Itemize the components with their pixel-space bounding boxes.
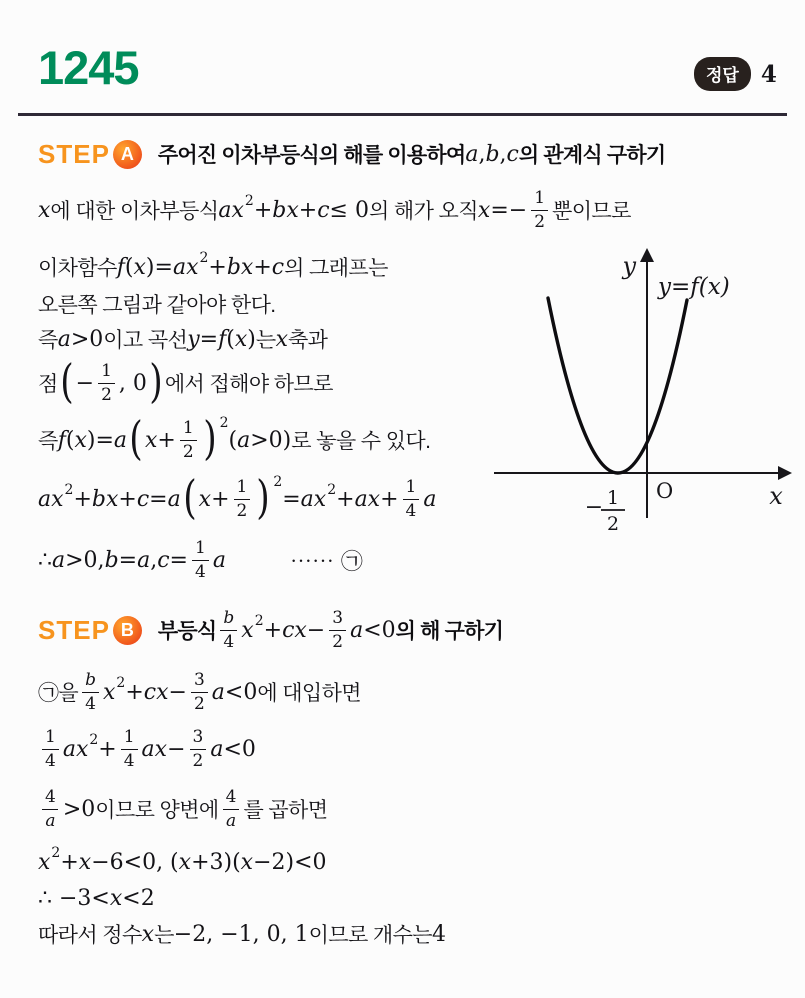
segment-m: cx: [282, 617, 307, 643]
segment-n: <2: [122, 885, 155, 911]
segment-bigp: (: [182, 470, 197, 524]
segment-n: =−: [490, 197, 528, 223]
segment-m: cx: [143, 679, 169, 705]
segment-ko: 뿐이므로: [552, 200, 631, 223]
segment-m: x: [141, 921, 155, 947]
segment-sup: 2: [89, 732, 99, 748]
segment-n: +: [98, 736, 117, 762]
segment-kb: 의 해 구하기: [395, 620, 504, 643]
segment-n: =: [199, 326, 219, 352]
segment-n: <0: [363, 617, 396, 643]
segment-n: +: [263, 617, 283, 643]
segment-bigp: (: [59, 354, 74, 408]
fraction: $\frac{1}{2}$: [98, 363, 115, 404]
segment-n: +: [253, 254, 272, 280]
fraction: $\frac{1}{2}$: [234, 479, 251, 520]
root-minus-sign: −: [584, 495, 604, 520]
step-a-word: STEP: [38, 138, 110, 169]
segment-m: bx: [272, 197, 299, 223]
step-b-title: [157, 607, 504, 652]
fraction: $\frac{1}{2}$: [180, 420, 197, 461]
fraction: $\frac{1}{4}$: [403, 479, 420, 520]
segment-m: c: [317, 197, 330, 223]
segment-n: )=: [145, 254, 173, 280]
segment-ko: 오른쪽 그림과 같아야 한다.: [38, 294, 276, 317]
step-a-title: [158, 139, 665, 169]
step-a-badge: A: [113, 140, 142, 169]
segment-m: c: [157, 547, 170, 573]
segment-m: a: [52, 547, 66, 573]
segment-m: f: [116, 254, 125, 280]
segment-n: +: [60, 849, 79, 875]
segment-kb: 부등식: [157, 620, 217, 643]
segment-n: ⋯⋯ ㉠: [289, 549, 363, 575]
segment-ko: 를 곱하면: [243, 799, 328, 822]
segment-ko: 이므로 개수는: [308, 924, 432, 947]
segment-m: y: [187, 326, 200, 352]
segment-ko: 즉: [38, 329, 58, 352]
segment-n: <0: [223, 736, 256, 762]
segment-n: =: [118, 547, 138, 573]
segment-m: x: [133, 254, 146, 280]
segment-n: ∴ −3<: [38, 885, 110, 911]
segment-m: b: [485, 141, 500, 167]
segment-ko: 에서 접해야 하므로: [164, 373, 333, 396]
segment-m: a: [210, 736, 224, 762]
solution-line-a6: [38, 410, 430, 470]
segment-n: ,: [478, 141, 486, 167]
segment-ko: 따라서 정수: [38, 924, 142, 947]
segment-m: bx: [226, 254, 254, 280]
x-axis-arrow: [778, 466, 792, 480]
segment-m: x: [240, 849, 254, 875]
segment-m: x: [234, 326, 248, 352]
segment-n: −: [306, 617, 326, 643]
y-axis-arrow: [640, 248, 654, 262]
segment-n: ): [247, 326, 256, 352]
segment-m: a: [211, 679, 225, 705]
segment-n: (: [124, 254, 134, 280]
segment-ko: 는: [154, 924, 174, 947]
segment-kb: 의 관계식 구하기: [518, 144, 666, 167]
segment-n: +: [380, 486, 399, 512]
segment-n: ,: [150, 547, 158, 573]
fraction: $\frac{1}{2}$: [531, 190, 548, 231]
segment-ko: 이차함수: [38, 257, 117, 280]
segment-m: c: [506, 141, 519, 167]
segment-m: ax: [172, 254, 199, 280]
segment-m: x: [477, 197, 491, 223]
x-axis-label: x: [769, 482, 783, 510]
segment-bigp: ): [202, 411, 217, 465]
segment-m: x: [178, 849, 192, 875]
segment-m: f: [57, 427, 66, 453]
segment-m: c: [136, 486, 150, 512]
segment-m: a: [137, 547, 151, 573]
segment-m: ax: [354, 486, 381, 512]
solution-line-a8: [38, 532, 363, 588]
segment-n: −: [75, 370, 95, 396]
segment-n: >0,: [65, 547, 105, 573]
fraction: $\frac{1}{4}$: [121, 729, 138, 770]
segment-ko: 이므로 양변에: [95, 799, 219, 822]
segment-ko: 점: [38, 373, 58, 396]
segment-m: b: [104, 547, 119, 573]
segment-ko: 로 놓을 수 있다.: [291, 430, 431, 453]
origin-label: O: [656, 479, 674, 503]
y-axis-label: y: [622, 252, 636, 280]
segment-n: ,: [499, 141, 507, 167]
fraction: $\frac{1}{4}$: [42, 729, 59, 770]
segment-n: 4: [431, 921, 446, 947]
segment-sup: 2: [254, 613, 264, 629]
segment-n: ∴: [38, 547, 52, 573]
solution-line-b3: [38, 778, 327, 840]
segment-m: a: [237, 427, 251, 453]
segment-ko: 에 대한 이차부등식: [50, 200, 219, 223]
segment-n: +: [118, 486, 137, 512]
segment-n: >0: [62, 796, 96, 822]
segment-m: ax: [218, 197, 244, 223]
segment-n: −2)<0: [253, 849, 327, 875]
solution-line-a2: [38, 246, 388, 288]
fraction: $\frac{b}{4}$: [220, 610, 237, 651]
segment-bigp: ): [256, 470, 271, 524]
segment-m: ax: [141, 736, 168, 762]
segment-m: a: [167, 486, 181, 512]
segment-sup: 2: [244, 193, 254, 209]
segment-n: )=: [86, 427, 114, 453]
header-divider: [18, 113, 787, 116]
segment-m: a: [423, 486, 437, 512]
segment-m: x: [198, 486, 212, 512]
fraction: $\frac{3}{2}$: [190, 729, 207, 770]
fraction: $\frac{3}{2}$: [191, 672, 208, 713]
fraction: $\frac{1}{4}$: [192, 540, 209, 581]
segment-sup: 2: [64, 482, 74, 498]
segment-n: +: [157, 427, 176, 453]
segment-m: x: [144, 427, 158, 453]
segment-n: +3)(: [191, 849, 241, 875]
segment-n: −2, −1, 0, 1: [173, 921, 309, 947]
segment-m: x: [38, 197, 51, 223]
fraction: $\frac{4}{a}$: [42, 789, 59, 830]
segment-m: a: [465, 141, 479, 167]
segment-n: ≤ 0: [329, 197, 369, 223]
segment-bigp: (: [129, 411, 143, 465]
step-b-header: [38, 598, 503, 662]
fraction: $\frac{4}{a}$: [223, 789, 240, 830]
segment-m: ax: [38, 486, 64, 512]
segment-n: >0): [250, 427, 292, 453]
segment-m: x: [102, 679, 116, 705]
segment-m: x: [275, 326, 288, 352]
segment-n: (: [65, 427, 75, 453]
solution-line-b6: [38, 912, 446, 956]
segment-m: a: [113, 427, 128, 453]
root-denominator: 2: [606, 513, 620, 535]
segment-n: =: [169, 547, 188, 573]
segment-n: +: [208, 254, 227, 280]
solution-line-b1: [38, 662, 361, 722]
parabola-curve: [548, 298, 687, 473]
segment-ko: 에 대입하면: [257, 682, 361, 705]
problem-number: 1245: [38, 41, 139, 94]
segment-ko: 즉: [38, 430, 58, 453]
segment-m: x: [241, 617, 254, 643]
segment-ko: ㉠을: [38, 682, 79, 705]
fraction: $\frac{b}{4}$: [82, 672, 99, 713]
segment-ko: 이고 곡선: [103, 329, 188, 352]
segment-m: x: [38, 849, 51, 875]
solution-line-a7: [38, 468, 436, 530]
segment-bigp: ): [149, 354, 163, 408]
answer-value: 4: [760, 60, 777, 88]
segment-m: a: [350, 617, 364, 643]
segment-m: x: [109, 885, 123, 911]
step-b-badge: B: [113, 616, 142, 645]
segment-n: −: [167, 736, 186, 762]
segment-n: +: [211, 486, 230, 512]
segment-n: −: [168, 679, 187, 705]
segment-sup: 2: [199, 250, 209, 266]
segment-sup: 2: [51, 845, 61, 861]
segment-m: f: [218, 326, 227, 352]
curve-label: y=f(x): [658, 274, 730, 300]
segment-ko: 는: [255, 329, 276, 352]
solution-line-b2: [38, 718, 256, 780]
step-a-header: [38, 136, 665, 172]
segment-m: x: [74, 427, 87, 453]
fraction: $\frac{3}{2}$: [329, 610, 346, 651]
segment-ko: 의 해가 오직: [368, 200, 478, 223]
segment-Sup: 2: [219, 415, 229, 431]
step-b-word: STEP: [38, 614, 110, 645]
segment-n: =: [282, 486, 301, 512]
answer-badge: 정답: [694, 57, 751, 91]
parabola-graph: [486, 246, 802, 552]
segment-m: ax: [300, 486, 327, 512]
segment-m: a: [57, 326, 71, 352]
segment-m: a: [212, 547, 226, 573]
segment-n: +: [336, 486, 355, 512]
segment-sup: 2: [116, 675, 126, 691]
solution-line-a1: [38, 180, 631, 240]
segment-m: ax: [62, 736, 89, 762]
segment-n: (: [226, 326, 235, 352]
segment-ko: 의 그래프는: [284, 257, 388, 280]
segment-n: >0: [70, 326, 104, 352]
answer-row: [694, 57, 777, 91]
segment-n: , 0: [118, 370, 147, 396]
segment-n: +: [253, 197, 273, 223]
segment-Sup: 2: [273, 474, 283, 490]
segment-kb: 주어진 이차부등식의 해를 이용하여: [157, 144, 466, 167]
segment-n: (: [228, 427, 238, 453]
segment-m: c: [271, 254, 285, 280]
segment-n: +: [125, 679, 144, 705]
root-numerator: 1: [606, 487, 620, 509]
segment-sup: 2: [327, 482, 337, 498]
segment-n: <0: [224, 679, 258, 705]
segment-m: x: [78, 849, 92, 875]
solution-line-a5: [38, 354, 333, 412]
segment-n: −6<0, (: [91, 849, 179, 875]
segment-n: +: [73, 486, 92, 512]
segment-m: bx: [91, 486, 119, 512]
segment-ko: 축과: [287, 329, 328, 352]
segment-n: +: [298, 197, 318, 223]
segment-n: =: [149, 486, 168, 512]
